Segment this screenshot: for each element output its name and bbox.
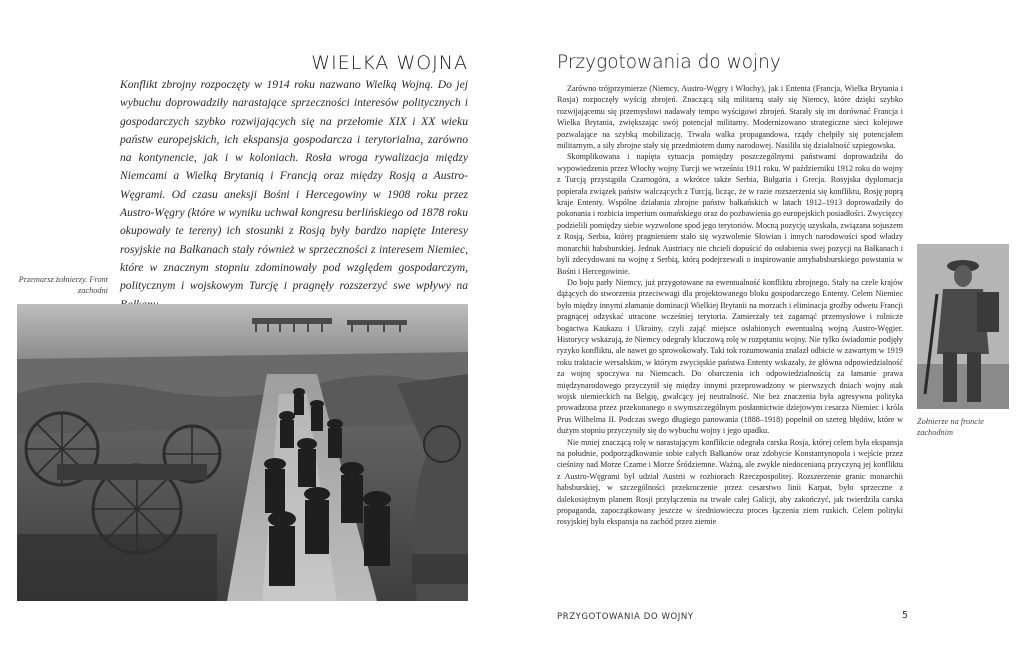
soldier-illustration: [917, 244, 1009, 409]
body-text: [557, 83, 903, 528]
left-page-title: WIELKA WOJNA: [311, 52, 468, 74]
main-photo-caption: Przemarsz żołnierzy. Front zachodni: [18, 275, 108, 295]
right-page-title: Przygotowania do wojny: [557, 52, 781, 73]
page-number: 5: [901, 610, 908, 621]
soldiers-march-illustration: [17, 304, 468, 601]
body-paragraph: Do boju parły Niemcy, już przygotowane na ewentualność konfliktu zbrojnego. Stały na czele krajów dążących do stworzenia przeciwwagi dla projektowanego bloku gospodarczego Ententy. Celem Niemiec było między innymi złamanie dominacji Wielkiej Brytanii na morzach i eliminacja groźby odwetu Francji pragnącej odzyskać utracone wcześniej terytoria. Zamierzały też zagarnąć przemysłowe i rolnicze bogactwa Kaukazu i Ukrainy, czyli zająć miejsce osłabionych ewentualną wojną Austro-Węgier. Historycy wskazują, że Niemcy odegrały kluczową rolę w rozpętaniu wojny. Nie tylko świadomie podjęły ryzyko konfliktu, ale nawet go sprowokowały. Taki tok rozumowania znalazł odbicie w zawartym w 1919 roku traktacie wersalskim, w którym zwycięskie państwa Ententy wskazały, że główna odpowiedzialność za wojnę spoczywa na Niemcach. Do obarczenia ich odpowiedzialnością za łamanie prawa międzynarodowego przyczynił się między innymi przeprowadzony w pierwszych dniach wojny atak wojsk niemieckich na Belgię, gwałcący jej neutralność. Nie bez znaczenia była agresywna polityka prowadzona przez przekonanego o swymszczególnym posłannictwie dziejowym cesarza Niemiec i króla Prus Wilhelma II. Podczas swego długiego panowania (1888–1918) popełnił on szereg błędów, które w dużym stopniu przyczyniły się do wybuchu wojny i jego upadku.: [557, 277, 903, 436]
body-paragraph: Skomplikowana i napięta sytuacja pomiędzy poszczególnymi państwami doprowadziła do wypowiedzenia przez Włochy wojny Turcji we wrześniu 1911 roku. W październiku 1912 roku do wojny z Turcją przystąpiła Czarnogóra, a wkrótce także Serbia, Bułgaria i Grecja. Rosyjska dyplomacja popierała związek państw walczących z Turcją, licząc, że w razie rozszerzenia się konfliktu, Rosję poprą kraje Ententy. Wspólne działania zbrojne państw bałkańskich w latach 1912–1913 doprowadziły do pokonania i rozbicia imperium osmańskiego oraz do pozbawienia go europejskich posiadłości. Zwycięzcy podzielili pomiędzy siebie wyzwolone spod jego terytoriów. Mocną pozycję uzyskała, związana sojuszem z Rosją, Serbia, której pragnieniem stało się wyzwolenie Słowian i innych narodowości spod władzy monarchii habsburskiej. Jednak Austriacy nie chcieli dopuścić do osłabienia swej pozycji na Bałkanach i byli zdecydowani na wojnę z Serbią, którą podejrzewali o inspirowanie antyhabsburskiego powstania w Bośni i Hercegowinie.: [557, 152, 903, 276]
right-page: [512, 0, 1024, 666]
body-paragraph: Zarówno trójprzymierze (Niemcy, Austro-Węgry i Włochy), jak i Ententa (Francja, Wielka Brytania i Rosja) rozpoczęły wyścig zbrojeń. Znaczącą siłą militarną stały się Niemcy, które dzięki szybko rozwijającemu się przemysłowi nadawały tempo wyścigowi zbrojeń. Starały się im dorównać Francja i Wielka Brytania, zwiększając swój potencjał militarny. Modernizowano strategiczne sieci kolejowe pozwalające na szybką mobilizację. Trwała walka propagandowa, rządy chełpiły się potencjałem militarnym, a siły zbrojne stały się przedmiotem dumy narodowej. Nasiliła się działalność szpiegowska.: [557, 84, 903, 151]
body-paragraph: Nie mniej znaczącą rolę w narastającym konflikcie odegrała carska Rosja, której celem była ekspansja na południe, podporządkowanie sobie całych Bałkanów oraz zdobycie Konstantynopola i wejście przez cieśniny nad Morze Czarne i Morze Śródziemne. Ważną, ale zwykle niedocenianą przyczyną jej konfliktu z Austro-Węgrami był udział Austrii w rozbiorach Rzeczpospolitej. Rozszerzenie granic monarchii habsburskiej, w szczególności przekroczenie przez cesarstwo linii Karpat, było sprzeczne z dalekosiężnym planem Rosji przyłączenia na trwałe całej Galicji, aby zakończyć, jak twierdziła carska propaganda, zapoczątkowany jeszcze w średniowieczu proces łączenia ziem ruskich. Celem polityki rosyjskiej była ekspansja na zachód przez ziemie: [557, 437, 903, 527]
soldiers-march-photo: [17, 304, 468, 601]
intro-paragraph: Konflikt zbrojny rozpoczęty w 1914 roku nazwano Wielką Wojną. Do jej wybuchu doprowadziły narastające sprzeczności interesów politycznych i gospodarczych szybko rozwijających się na przełomie XIX i XX wieku państw europejskich, ich ekspansja gospodarcza i terytorialna, zarówno na kontynencie, jak i w koloniach. Rosła wroga rywalizacja między Niemcami a Wielką Brytanią i Francją oraz między Rosją a Austro-Węgrami. Od czasu aneksji Bośni i Hercegowiny w 1908 roku przez Austro-Węgry (które w wyniku uchwał kongresu berlińskiego od 1878 roku okupowały te tereny) ich stosunki z Rosją były bardzo napięte Interesy rosyjskie na Bałkanach stały również w sprzeczności z interesem Niemiec, które w znacznym stopniu zdominowały pod względem gospodarczym, politycznym i wojskowym Turcję i pragnęły rozszerzyć swe wpływy na: [120, 78, 468, 293]
side-photo-caption: Żołnierze na froncie zachodnim: [917, 417, 984, 437]
running-footer-title: PRZYGOTOWANIA DO WOJNY: [557, 612, 694, 622]
soldier-front-photo: [917, 244, 1009, 409]
